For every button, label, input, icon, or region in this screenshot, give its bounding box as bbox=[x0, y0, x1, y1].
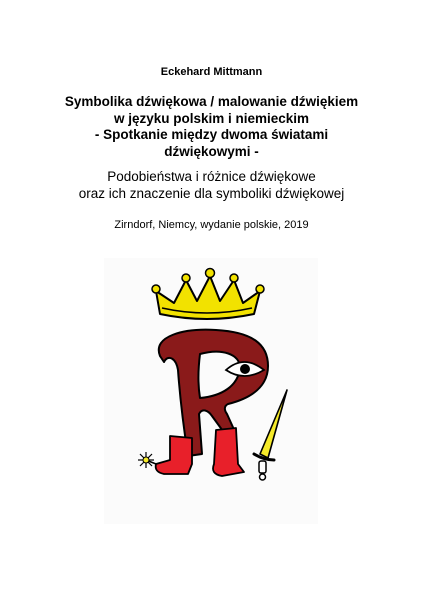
crowned-r-drawing bbox=[104, 258, 318, 524]
subtitle-line: oraz ich znaczenie dla symboliki dźwiękowej bbox=[78, 185, 345, 201]
sword-icon bbox=[254, 390, 287, 480]
title-line: - Spotkanie między dwoma światami bbox=[94, 127, 329, 142]
title-line: w języku polskim i niemieckim bbox=[113, 110, 310, 126]
subtitle-line: Podobieństwa i różnice dźwiękowe bbox=[107, 169, 316, 184]
cover-illustration bbox=[104, 258, 318, 524]
title-line: dźwiękowymi - bbox=[164, 143, 259, 159]
imprint-line: Zirndorf, Niemcy, wydanie polskie, 2019 bbox=[114, 219, 309, 231]
author-name: Eckehard Mittmann bbox=[160, 66, 263, 78]
crown-icon bbox=[152, 269, 264, 320]
spur-icon bbox=[138, 452, 156, 468]
title-line: Symbolika dźwiękowa / malowanie dźwiękiem bbox=[64, 94, 359, 109]
book-title bbox=[20, 94, 403, 160]
book-subtitle bbox=[20, 169, 403, 202]
